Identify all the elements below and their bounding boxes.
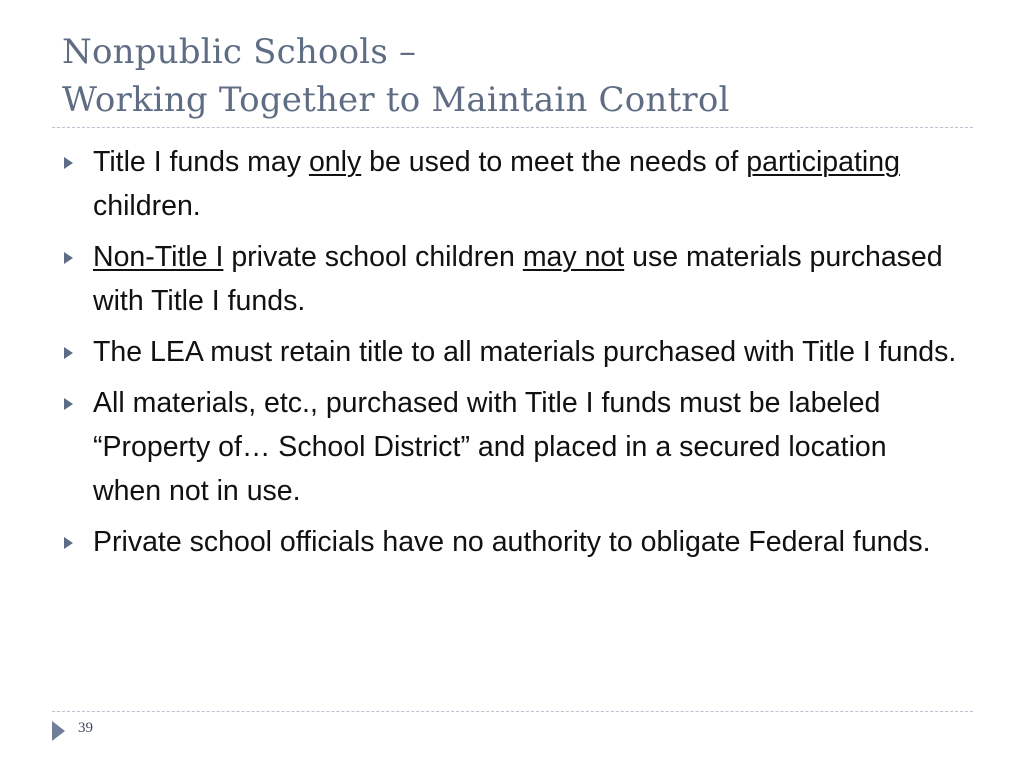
bullet-list — [60, 140, 960, 571]
triangle-right-icon — [64, 398, 73, 410]
underlined-text: Non-Title I — [93, 241, 224, 273]
underlined-text: only — [308, 146, 362, 178]
underlined-text: may not — [522, 241, 625, 273]
bullet-item — [60, 381, 960, 513]
triangle-right-icon — [64, 537, 73, 549]
bullet-item — [60, 140, 960, 228]
footer-divider — [52, 711, 973, 712]
bullet-text: Title I funds may — [93, 146, 309, 178]
underlined-text: participating — [746, 146, 900, 178]
triangle-right-icon — [64, 347, 73, 359]
slide-title-line-1: Nonpublic Schools – — [62, 32, 417, 72]
triangle-right-icon — [52, 721, 65, 741]
slide-title — [62, 28, 962, 124]
bullet-text: The LEA must retain title to all materials purchased with Title I funds. — [93, 336, 957, 368]
bullet-item — [60, 520, 960, 564]
bullet-text: use materials purchased with Title I funds. — [93, 241, 943, 317]
triangle-right-icon — [64, 252, 73, 264]
bullet-text: All materials, etc., purchased with Title I funds must be labeled “Property of… School District” and placed in a secured location when not in use. — [93, 387, 887, 507]
triangle-right-icon — [64, 157, 73, 169]
bullet-item — [60, 235, 960, 323]
bullet-text: private school children — [223, 241, 523, 273]
bullet-text: Private school officials have no authority to obligate Federal funds. — [93, 526, 931, 558]
bullet-text: be used to meet the needs of — [361, 146, 747, 178]
title-divider — [52, 127, 973, 128]
bullet-text: children. — [93, 190, 201, 222]
slide-title-line-2: Working Together to Maintain Control — [62, 80, 730, 120]
page-number: 39 — [78, 720, 93, 736]
bullet-item — [60, 330, 960, 374]
